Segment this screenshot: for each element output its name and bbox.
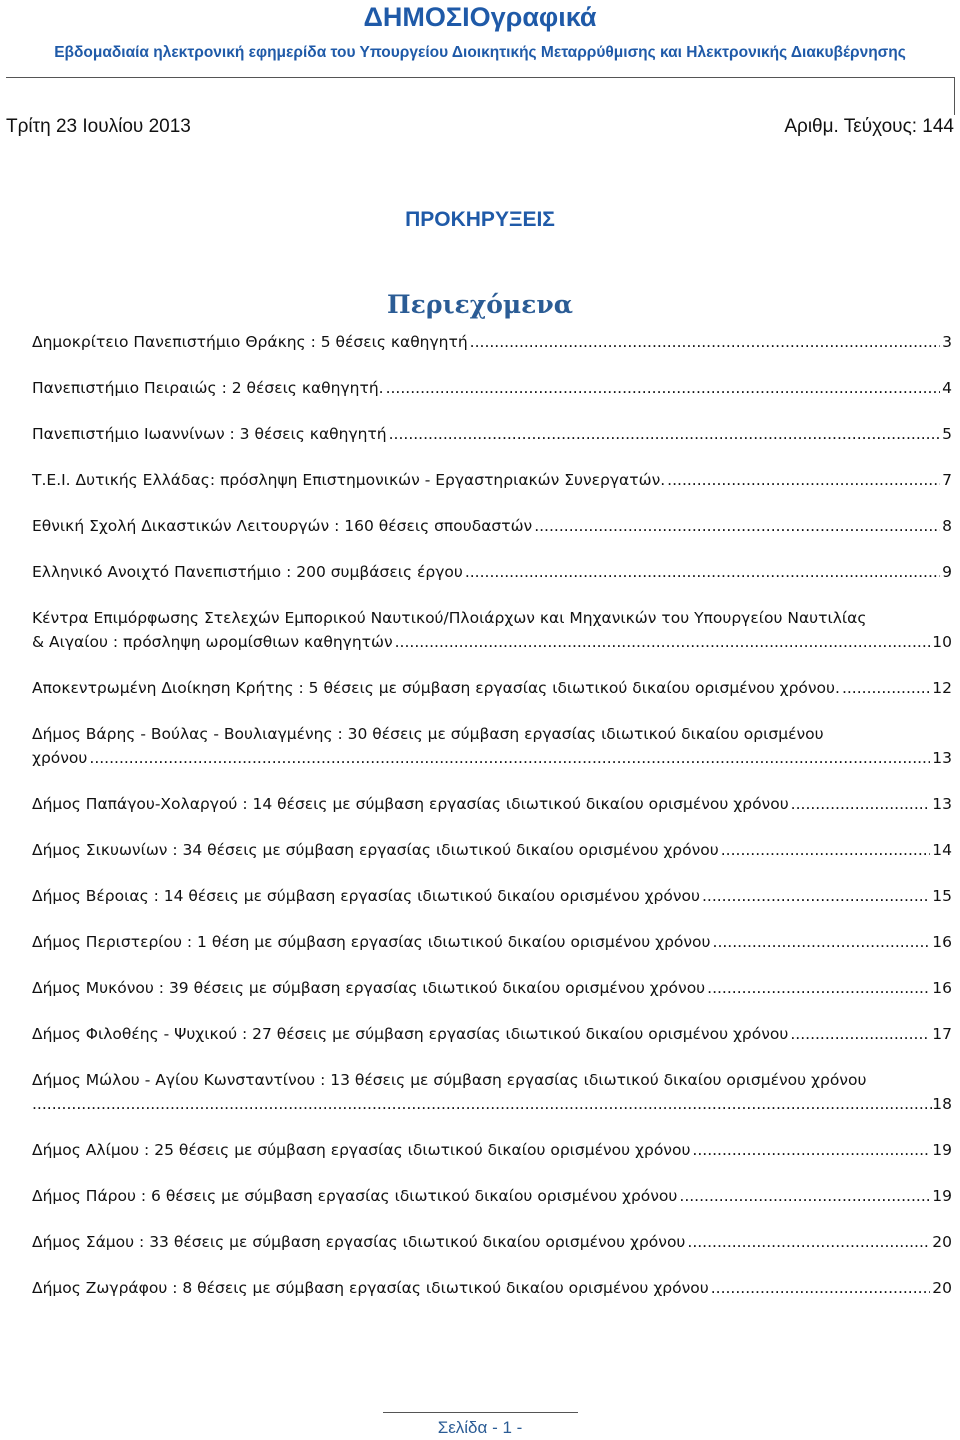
toc-entry-page: 18 — [932, 1095, 952, 1113]
toc-entry-line — [32, 1138, 952, 1162]
toc-entry[interactable] — [32, 930, 952, 954]
toc-dot-leader — [465, 560, 940, 584]
toc-dot-leader — [679, 1184, 930, 1208]
toc-entry-page: 20 — [932, 1279, 952, 1297]
toc-entry-line — [32, 1022, 952, 1046]
toc-entry-title: Δήμος Ζωγράφου : 8 θέσεις με σύμβαση εργασίας ιδιωτικού δικαίου ορισμένου χρόνου — [32, 1279, 709, 1297]
footer-divider — [383, 1412, 578, 1413]
toc-entry-title: Πανεπιστήμιο Ιωαννίνων : 3 θέσεις καθηγητή — [32, 425, 387, 443]
toc-entry-page: 16 — [932, 979, 952, 997]
toc-entry-line — [32, 1092, 952, 1116]
toc-entry-page: 13 — [932, 795, 952, 813]
toc-entry-page: 17 — [932, 1025, 952, 1043]
toc-entry[interactable] — [32, 606, 952, 654]
toc-entry-title: Δημοκρίτειο Πανεπιστήμιο Θράκης : 5 θέσεις καθηγητή — [32, 333, 468, 351]
toc-entry-title: Δήμος Σικυωνίων : 34 θέσεις με σύμβαση εργασίας ιδιωτικού δικαίου ορισμένου χρόνου — [32, 841, 719, 859]
issue-number: Αριθμ. Τεύχους: 144 — [784, 116, 954, 137]
toc-dot-leader — [534, 514, 940, 538]
toc-dot-leader — [395, 630, 931, 654]
toc-dot-leader — [692, 1138, 930, 1162]
header-divider — [6, 77, 954, 78]
toc-entry-line — [32, 884, 952, 908]
section-title: ΠΡΟΚΗΡΥΞΕΙΣ — [405, 208, 555, 231]
toc-entry-page: 19 — [932, 1141, 952, 1159]
toc-entry-title: χρόνου — [32, 749, 88, 767]
toc-entry-page: 5 — [942, 425, 952, 443]
toc-entry[interactable] — [32, 1276, 952, 1300]
toc-entry-page: 14 — [932, 841, 952, 859]
toc-entry-page: 13 — [932, 749, 952, 767]
toc-dot-leader — [711, 1276, 931, 1300]
toc-dot-leader — [707, 976, 930, 1000]
toc-entry[interactable] — [32, 376, 952, 400]
issue-date: Τρίτη 23 Ιουλίου 2013 — [6, 116, 191, 137]
toc-entry-title: Δήμος Βέροιας : 14 θέσεις με σύμβαση εργασίας ιδιωτικού δικαίου ορισμένου χρόνου — [32, 887, 700, 905]
toc-entry[interactable] — [32, 1184, 952, 1208]
toc-entry-page: 8 — [942, 517, 952, 535]
header-divider-vertical — [954, 77, 955, 115]
toc-entry-first-line: Δήμος Μώλου - Αγίου Κωνσταντίνου : 13 θέσεις με σύμβαση εργασίας ιδιωτικού δικαίου ορισμένου χρόνου — [32, 1071, 867, 1089]
page-number: Σελίδα - 1 - — [437, 1418, 523, 1437]
toc-entry-page: 16 — [932, 933, 952, 951]
toc-entry-title: Δήμος Σάμου : 33 θέσεις με σύμβαση εργασίας ιδιωτικού δικαίου ορισμένου χρόνου — [32, 1233, 686, 1251]
toc-entry-page: 20 — [932, 1233, 952, 1251]
toc-entry-page: 12 — [932, 679, 952, 697]
toc-entry[interactable] — [32, 1230, 952, 1254]
toc-entry-line — [32, 1184, 952, 1208]
toc-entry-title: Εθνική Σχολή Δικαστικών Λειτουργών : 160 θέσεις σπουδαστών — [32, 517, 533, 535]
toc-dot-leader — [790, 1022, 930, 1046]
toc-entry-line — [32, 1276, 952, 1300]
toc-dot-leader — [721, 838, 931, 862]
toc-entry[interactable] — [32, 514, 952, 538]
toc-entry[interactable] — [32, 722, 952, 770]
toc-entry-line — [32, 1230, 952, 1254]
toc-entry-line — [32, 514, 952, 538]
toc-dot-leader — [32, 1092, 932, 1116]
toc-dot-leader — [470, 330, 940, 354]
toc-entry-line — [32, 630, 952, 654]
newsletter-title: ΔΗΜΟΣΙΟγραφικά — [363, 2, 597, 32]
toc-entry-line — [32, 838, 952, 862]
toc-entry-title: Δήμος Παπάγου-Χολαργού : 14 θέσεις με σύμβαση εργασίας ιδιωτικού δικαίου ορισμένου χρόνου — [32, 795, 789, 813]
toc-entry[interactable] — [32, 330, 952, 354]
toc-dot-leader — [791, 792, 931, 816]
toc-dot-leader — [842, 676, 930, 700]
toc-entry-line — [32, 792, 952, 816]
toc-entry-title: Δήμος Πάρου : 6 θέσεις με σύμβαση εργασίας ιδιωτικού δικαίου ορισμένου χρόνου — [32, 1187, 678, 1205]
toc-entry[interactable] — [32, 1022, 952, 1046]
toc-entry[interactable] — [32, 1138, 952, 1162]
toc-entry-line — [32, 930, 952, 954]
toc-dot-leader — [687, 1230, 930, 1254]
toc-entry-title: & Αιγαίου : πρόσληψη ωρομίσθιων καθηγητών — [32, 633, 393, 651]
toc-dot-leader — [713, 930, 931, 954]
toc-dot-leader — [702, 884, 930, 908]
toc-entry-first-line: Δήμος Βάρης - Βούλας - Βουλιαγμένης : 30 θέσεις με σύμβαση εργασίας ιδιωτικού δικαίου ορισμένου — [32, 725, 824, 743]
toc-entry-page: 3 — [942, 333, 952, 351]
toc-entry[interactable] — [32, 792, 952, 816]
toc-entry[interactable] — [32, 676, 952, 700]
toc-entry[interactable] — [32, 976, 952, 1000]
toc-entry[interactable] — [32, 1068, 952, 1116]
table-of-contents — [32, 330, 952, 1300]
toc-entry-line — [32, 976, 952, 1000]
toc-entry-page: 10 — [932, 633, 952, 651]
toc-entry-first-line: Κέντρα Επιμόρφωσης Στελεχών Εμπορικού Ναυτικού/Πλοιάρχων και Μηχανικών του Υπουργείου Ναυτιλίας — [32, 609, 867, 627]
toc-entry[interactable] — [32, 838, 952, 862]
toc-dot-leader — [386, 376, 941, 400]
toc-dot-leader — [89, 746, 930, 770]
toc-entry-line — [32, 376, 952, 400]
toc-entry-title: Δήμος Περιστερίου : 1 θέση με σύμβαση εργασίας ιδιωτικού δικαίου ορισμένου χρόνου — [32, 933, 711, 951]
toc-entry-page: 19 — [932, 1187, 952, 1205]
toc-entry-page: 4 — [942, 379, 952, 397]
toc-entry-page: 7 — [942, 471, 952, 489]
toc-entry[interactable] — [32, 468, 952, 492]
toc-entry-title: Δήμος Αλίμου : 25 θέσεις με σύμβαση εργασίας ιδιωτικού δικαίου ορισμένου χρόνου — [32, 1141, 691, 1159]
toc-dot-leader — [389, 422, 941, 446]
newsletter-subtitle: Εβδομαδιαία ηλεκτρονική εφημερίδα του Υπουργείου Διοικητικής Μεταρρύθμισης και Ηλεκτρονικής Διακυβέρνησης — [54, 44, 906, 61]
toc-entry-title: Τ.Ε.Ι. Δυτικής Ελλάδας: πρόσληψη Επιστημονικών - Εργαστηριακών Συνεργατών. — [32, 471, 666, 489]
toc-entry-line — [32, 422, 952, 446]
toc-heading: Περιεχόμενα — [387, 290, 573, 319]
toc-entry-line — [32, 676, 952, 700]
toc-entry-title: Αποκεντρωμένη Διοίκηση Κρήτης : 5 θέσεις με σύμβαση εργασίας ιδιωτικού δικαίου ορισμένου χρόνου. — [32, 679, 840, 697]
toc-entry[interactable] — [32, 560, 952, 584]
toc-entry-line — [32, 330, 952, 354]
toc-entry-title: Δήμος Φιλοθέης - Ψυχικού : 27 θέσεις με σύμβαση εργασίας ιδιωτικού δικαίου ορισμένου χρόνου — [32, 1025, 789, 1043]
toc-entry-line — [32, 560, 952, 584]
dateline — [6, 116, 954, 138]
toc-entry-title: Ελληνικό Ανοιχτό Πανεπιστήμιο : 200 συμβάσεις έργου — [32, 563, 463, 581]
toc-entry-page: 9 — [942, 563, 952, 581]
toc-entry-page: 15 — [932, 887, 952, 905]
toc-entry-title: Δήμος Μυκόνου : 39 θέσεις με σύμβαση εργασίας ιδιωτικού δικαίου ορισμένου χρόνου — [32, 979, 706, 997]
toc-entry-title: Πανεπιστήμιο Πειραιώς : 2 θέσεις καθηγητή. — [32, 379, 384, 397]
toc-dot-leader — [667, 468, 940, 492]
toc-entry[interactable] — [32, 422, 952, 446]
toc-entry[interactable] — [32, 884, 952, 908]
toc-entry-line — [32, 746, 952, 770]
toc-entry-line — [32, 468, 952, 492]
